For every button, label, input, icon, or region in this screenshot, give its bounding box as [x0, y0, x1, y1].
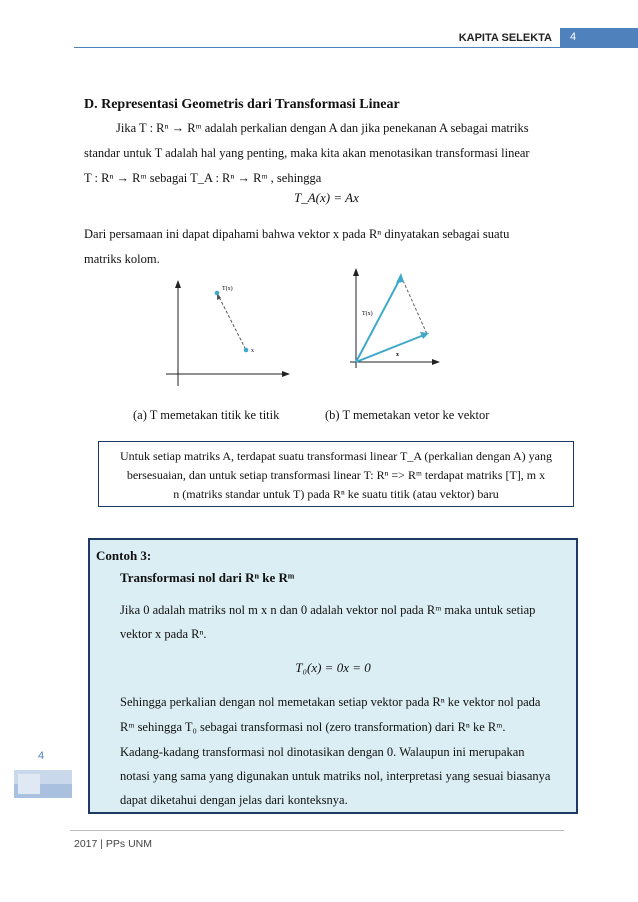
- example-subtitle: Transformasi nol dari Rⁿ ke Rᵐ: [120, 570, 295, 585]
- label-x-b: x: [396, 352, 399, 358]
- figure-point-mapping: [160, 278, 290, 390]
- y-axis-arrow: [353, 268, 359, 276]
- header-page-number: 4: [570, 31, 577, 43]
- example-p2-line-1: Sehingga perkalian dengan nol memetakan setiap vektor pada Rⁿ ke vektor nol pada: [120, 695, 541, 709]
- definition-line-3: n (matriks standar untuk T) pada Rⁿ ke suatu titik (atau vektor) baru: [173, 487, 499, 501]
- side-decoration: [14, 770, 72, 798]
- definition-line-2: bersesuaian, dan untuk setiap transformasi linear T: Rⁿ => Rᵐ terdapat matriks [T], m x: [126, 468, 546, 482]
- intro-line-2: standar untuk T adalah hal yang penting, maka kita akan menotasikan transformasi linear: [84, 146, 530, 160]
- figure-vector-mapping: [348, 268, 440, 372]
- vector-x: [356, 335, 424, 362]
- caption-b: (b) T memetakan vetor ke vektor: [325, 408, 490, 422]
- intro-line-1: Jika T : Rⁿ → Rᵐ adalah perkalian dengan A dan jika penekanan A sebagai matriks: [116, 121, 529, 135]
- header-title: KAPITA SELEKTA: [458, 32, 552, 44]
- para2-line-2: matriks kolom.: [84, 252, 160, 266]
- footer-text: 2017 | PPs UNM: [74, 838, 153, 850]
- image-point: [215, 291, 220, 296]
- vector-tx-arrowhead: [396, 273, 404, 283]
- y-axis-arrow: [175, 280, 181, 288]
- mapping-dashed-line: [401, 276, 427, 334]
- footer-divider: [70, 830, 564, 831]
- example-p2-line-3: Kadang-kadang transformasi nol dinotasikan dengan 0. Walaupun ini merupakan: [120, 745, 525, 759]
- header-page-badge: [560, 28, 638, 48]
- example-p1-line-1: Jika 0 adalah matriks nol m x n dan 0 adalah vektor nol pada Rᵐ maka untuk setiap: [120, 603, 536, 617]
- definition-box: [98, 441, 574, 507]
- label-tx-a: T(x): [222, 286, 233, 292]
- example-p2-line-5: dapat diketahui dengan jelas dari konteksnya.: [120, 793, 348, 807]
- example-equation: T₀(x) = 0x = 0: [295, 660, 371, 675]
- example-p1-line-2: vektor x pada Rⁿ.: [120, 627, 207, 641]
- caption-a: (a) T memetakan titik ke titik: [133, 408, 280, 422]
- mapping-dashed-line: [217, 293, 246, 350]
- example-p2-line-2: Rᵐ sehingga T₀ sebagai transformasi nol (zero transformation) dari Rⁿ ke Rᵐ.: [120, 720, 506, 734]
- example-box: [88, 538, 578, 814]
- x-axis-arrow: [432, 359, 440, 365]
- equation-main: T_A(x) = Ax: [294, 190, 359, 205]
- label-tx-b: T(x): [362, 311, 373, 317]
- x-axis-arrow: [282, 371, 290, 377]
- header-divider: [74, 47, 560, 48]
- intro-line-3: T : Rⁿ → Rᵐ sebagai T_A : Rⁿ → Rᵐ , sehingga: [84, 171, 322, 185]
- source-point: [244, 348, 249, 353]
- example-p2-line-4: notasi yang sama yang digunakan untuk matriks nol, interpretasi yang sesuai biasanya: [120, 769, 551, 783]
- vector-tx: [356, 277, 401, 362]
- definition-line-1: Untuk setiap matriks A, terdapat suatu transformasi linear T_A (perkalian dengan A) yang: [120, 449, 552, 463]
- label-x-a: x: [251, 348, 254, 354]
- para2-line-1: Dari persamaan ini dapat dipahami bahwa vektor x pada Rⁿ dinyatakan sebagai suatu: [84, 227, 510, 241]
- section-title: D. Representasi Geometris dari Transformasi Linear: [84, 97, 400, 112]
- side-page-number: 4: [38, 750, 45, 762]
- example-title: Contoh 3:: [96, 548, 152, 563]
